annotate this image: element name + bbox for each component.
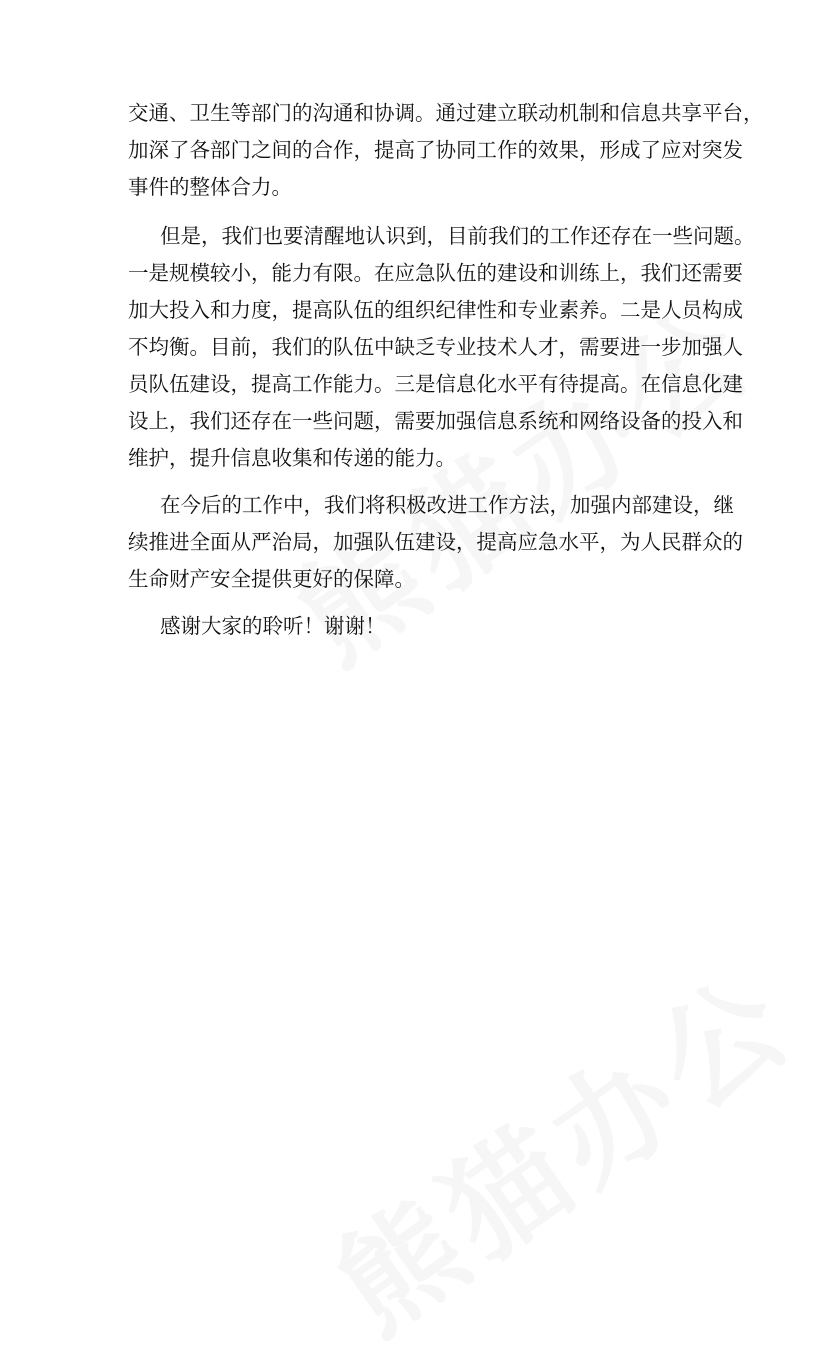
text-line: 一是规模较小，能力有限。在应急队伍的建设和训练上，我们还需要 — [128, 261, 743, 285]
text-line: 在今后的工作中，我们将积极改进工作方法，加强内部建设，继 — [160, 493, 734, 517]
text-line: 不均衡。目前，我们的队伍中缺乏专业技术人才，需要进一步加强人 — [128, 335, 743, 359]
text-line: 交通、卫生等部门的沟通和协调。通过建立联动机制和信息共享平台， — [128, 101, 764, 125]
text-line: 员队伍建设，提高工作能力。三是信息化水平有待提高。在信息化建 — [128, 372, 743, 396]
text-line: 加大投入和力度，提高队伍的组织纪律性和专业素养。二是人员构成 — [128, 298, 743, 322]
paragraph — [128, 487, 743, 598]
watermark — [298, 926, 823, 1365]
text-line: 续推进全面从严治局，加强队伍建设，提高应急水平，为人民群众的 — [128, 530, 743, 554]
paragraph — [128, 218, 755, 477]
text-line: 加深了各部门之间的合作，提高了协同工作的效果，形成了应对突发 — [128, 138, 743, 162]
text-line: 生命财产安全提供更好的保障。 — [128, 567, 415, 591]
text-line: 但是，我们也要清醒地认识到，目前我们的工作还存在一些问题。 — [160, 224, 755, 248]
paragraph — [128, 608, 708, 645]
text-line: 维护，提升信息收集和传递的能力。 — [128, 446, 456, 470]
text-line: 事件的整体合力。 — [128, 175, 292, 199]
document-body — [128, 95, 764, 645]
text-line: 感谢大家的聆听！谢谢！ — [160, 614, 386, 638]
text-line: 设上，我们还存在一些问题，需要加强信息系统和网络设备的投入和 — [128, 409, 743, 433]
paragraph — [128, 95, 764, 206]
